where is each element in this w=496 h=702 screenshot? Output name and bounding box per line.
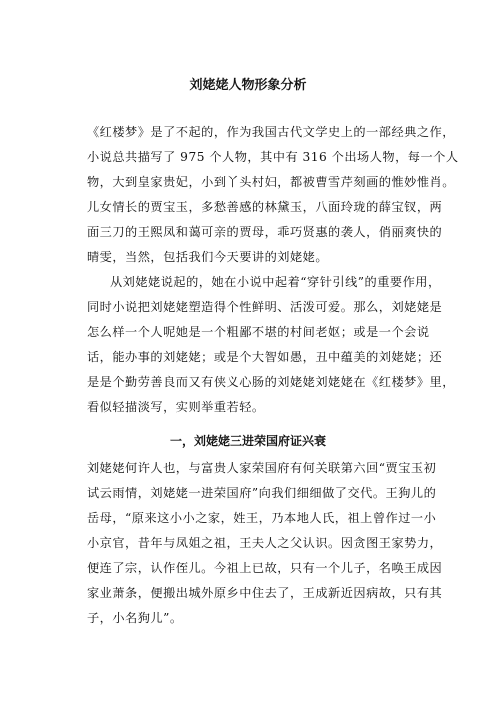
text-line: 家业萧条，便搬出城外原乡中住去了，王成新近因病故，只有其 bbox=[87, 586, 443, 600]
text-line: 试云雨情，刘姥姥一进荣国府”向我们细细做了交代。王狗儿的 bbox=[87, 486, 437, 500]
text-line: 《红楼梦》是了不起的，作为我国古代文学史上的一部经典之作， bbox=[87, 125, 455, 139]
text-line: 同时小说把刘姥姥塑造得个性鲜明、活泼可爱。那么，刘姥姥是 bbox=[87, 300, 443, 314]
text-line: 晴雯，当然，包括我们今天要讲的刘姥姥。 bbox=[87, 250, 329, 264]
text-line: 是是个勤劳善良而又有侠义心肠的刘姥姥刘姥姥在《红楼梦》里， bbox=[87, 375, 455, 389]
text-line: 面三刀的王熙凤和蔼可亲的贾母，乖巧贤惠的袭人，俏丽爽快的 bbox=[87, 225, 443, 239]
text-line: 子，小名狗儿”。 bbox=[87, 611, 183, 625]
text-line: 儿女情长的贾宝玉，多愁善感的林黛玉，八面玲珑的薛宝钗，两 bbox=[87, 200, 443, 214]
text-line: 小京官，昔年与凤姐之祖，王夫人之父认识。因贪图王家势力， bbox=[87, 536, 443, 550]
text-line: 物，大到皇家贵妃，小到丫头村妇，都被曹雪芹刻画的惟妙惟肖。 bbox=[87, 175, 455, 189]
document-title: 刘姥姥人物形象分析 bbox=[189, 78, 307, 93]
text-line: 刘姥姥何许人也，与富贵人家荣国府有何关联第六回“贾宝玉初 bbox=[87, 461, 437, 475]
text-line: 小说总共描写了 975 个人物，其中有 316 个出场人物，每一个人 bbox=[87, 150, 459, 164]
text-line: 话，能办事的刘姥姥；或是个大智如愚，丑中蕴美的刘姥姥；还 bbox=[87, 350, 443, 364]
text-line: 怎么样一个人呢她是一个粗鄙不堪的村间老妪；或是一个会说 bbox=[87, 325, 430, 339]
text-line: 岳母，“原来这小小之家，姓王，乃本地人氏，祖上曾作过一小 bbox=[87, 511, 437, 525]
text-line: 便连了宗，认作侄儿。今祖上已故，只有一个儿子，名唤王成因 bbox=[87, 561, 443, 575]
text-line: 看似轻描淡写，实则举重若轻。 bbox=[87, 400, 265, 414]
section-heading: 一，刘姥姥三进荣国府证兴衰 bbox=[169, 434, 326, 448]
text-line: 从刘姥姥说起的，她在小说中起着“穿针引线”的重要作用， bbox=[110, 275, 441, 289]
